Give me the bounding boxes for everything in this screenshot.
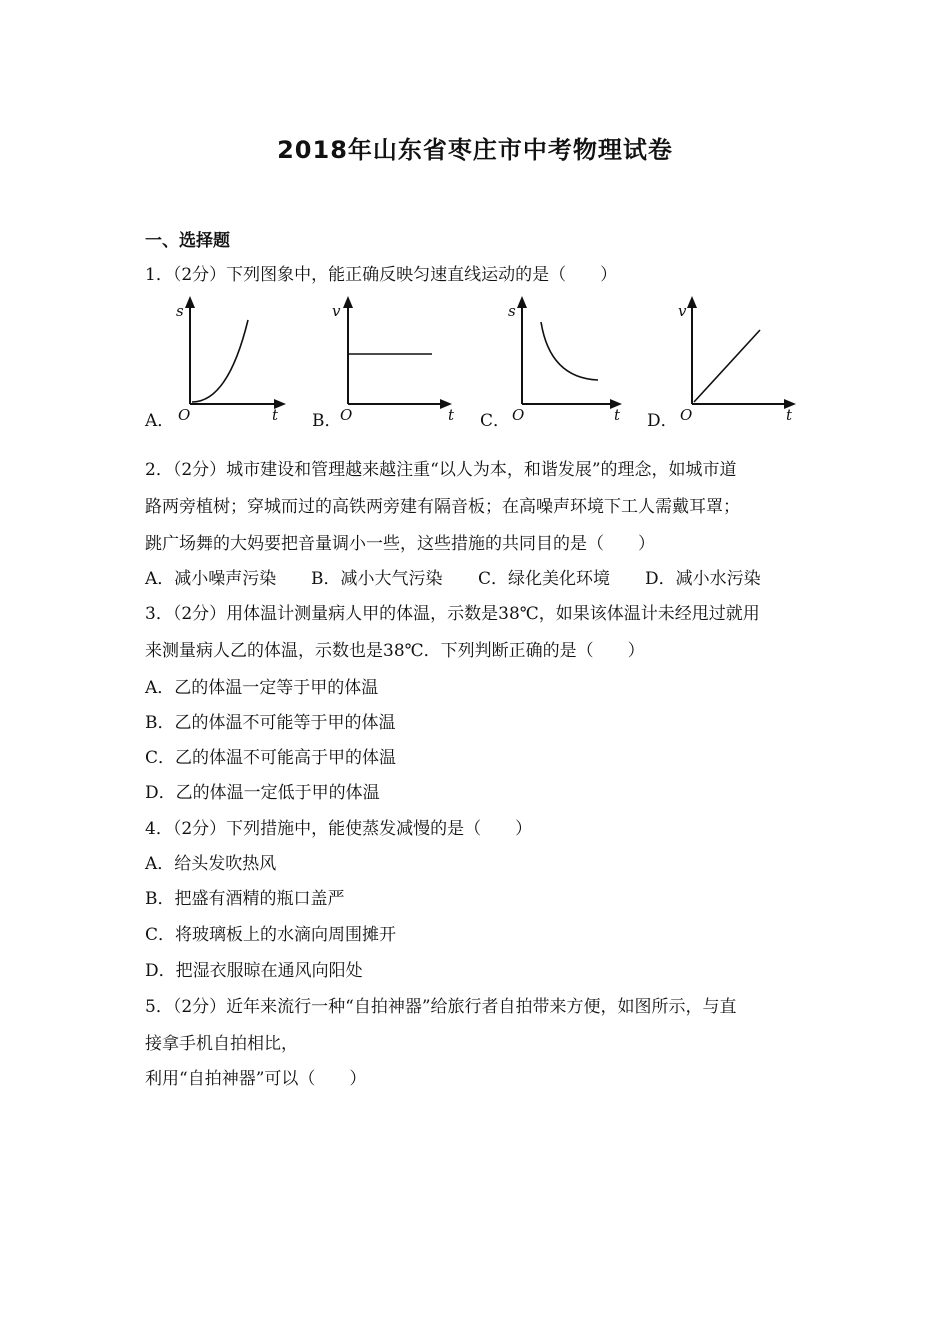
graph-a-x-label: t — [272, 406, 279, 424]
graph-c-curve — [541, 322, 598, 380]
question-3-stem-line-2: 来测量病人乙的体温，示数也是38℃．下列判断正确的是（ ） — [145, 641, 645, 661]
graph-c — [500, 292, 635, 427]
question-5-stem-line-1: 5．（2分）近年来流行一种“自拍神器”给旅行者自拍带来方便，如图所示，与直 — [145, 997, 737, 1017]
graph-a-y-arrow — [185, 296, 195, 308]
question-2-option-c: C．绿化美化环境 — [478, 569, 611, 589]
question-4-option-a: A．给头发吹热风 — [145, 854, 277, 874]
section-heading: 一、选择题 — [145, 231, 230, 251]
question-1-stem: 1．（2分）下列图象中，能正确反映匀速直线运动的是（ ） — [145, 265, 618, 285]
graph-c-svg — [500, 292, 635, 427]
graph-b-x-label: t — [448, 406, 455, 424]
graph-a-curve — [192, 320, 248, 402]
graph-d-origin: O — [680, 406, 693, 424]
graph-c-label: C． — [480, 411, 511, 431]
question-2-option-d: D．减小水污染 — [645, 569, 761, 589]
graph-a-label: A． — [145, 411, 175, 431]
question-3-option-b: B．乙的体温不可能等于甲的体温 — [145, 713, 396, 733]
graph-b — [326, 292, 466, 427]
graph-b-y-arrow — [343, 296, 353, 308]
question-2-stem-line-3: 跳广场舞的大妈要把音量调小一些，这些措施的共同目的是（ ） — [145, 534, 655, 554]
page-title: 2018年山东省枣庄市中考物理试卷 — [277, 136, 673, 164]
question-2-stem-line-2: 路两旁植树；穿城而过的高铁两旁建有隔音板；在高噪声环境下工人需戴耳罩； — [145, 497, 740, 517]
graph-a — [168, 292, 293, 427]
graph-a-svg — [168, 292, 293, 427]
question-5-stem-line-3: 利用“自拍神器”可以（ ） — [145, 1069, 367, 1089]
graph-b-svg — [326, 292, 466, 427]
graph-c-y-label: s — [508, 302, 516, 320]
question-2-option-a: A．减小噪声污染 — [145, 569, 277, 589]
question-2-stem-line-1: 2．（2分）城市建设和管理越来越注重“以人为本，和谐发展”的理念，如城市道 — [145, 460, 737, 480]
graph-d-curve — [694, 330, 760, 402]
question-3-option-c: C．乙的体温不可能高于甲的体温 — [145, 748, 397, 768]
graph-b-label: B． — [312, 411, 342, 431]
graph-c-origin: O — [512, 406, 525, 424]
question-3-option-d: D．乙的体温一定低于甲的体温 — [145, 783, 380, 803]
question-5-stem-line-2: 接拿手机自拍相比， — [145, 1034, 298, 1054]
graph-a-origin: O — [178, 406, 191, 424]
graph-d-y-label: v — [678, 302, 687, 320]
question-4-option-d: D．把湿衣服晾在通风向阳处 — [145, 961, 363, 981]
question-3-option-a: A．乙的体温一定等于甲的体温 — [145, 678, 379, 698]
question-4-option-b: B．把盛有酒精的瓶口盖严 — [145, 889, 345, 909]
graph-d-svg — [670, 292, 810, 427]
question-3-stem-line-1: 3．（2分）用体温计测量病人甲的体温，示数是38℃，如果该体温计未经甩过就用 — [145, 604, 760, 624]
graph-d-y-arrow — [687, 296, 697, 308]
question-2-options — [145, 564, 761, 589]
graph-a-y-label: s — [176, 302, 184, 320]
graph-b-origin: O — [340, 406, 353, 424]
graph-d-x-label: t — [786, 406, 793, 424]
question-2-option-b: B．减小大气污染 — [311, 569, 443, 589]
graph-d — [670, 292, 810, 427]
graph-b-y-label: v — [332, 302, 341, 320]
graph-c-x-label: t — [614, 406, 621, 424]
graph-c-y-arrow — [517, 296, 527, 308]
question-4-stem: 4．（2分）下列措施中，能使蒸发减慢的是（ ） — [145, 819, 533, 839]
question-4-option-c: C．将玻璃板上的水滴向周围摊开 — [145, 925, 397, 945]
graph-d-label: D． — [647, 411, 678, 431]
